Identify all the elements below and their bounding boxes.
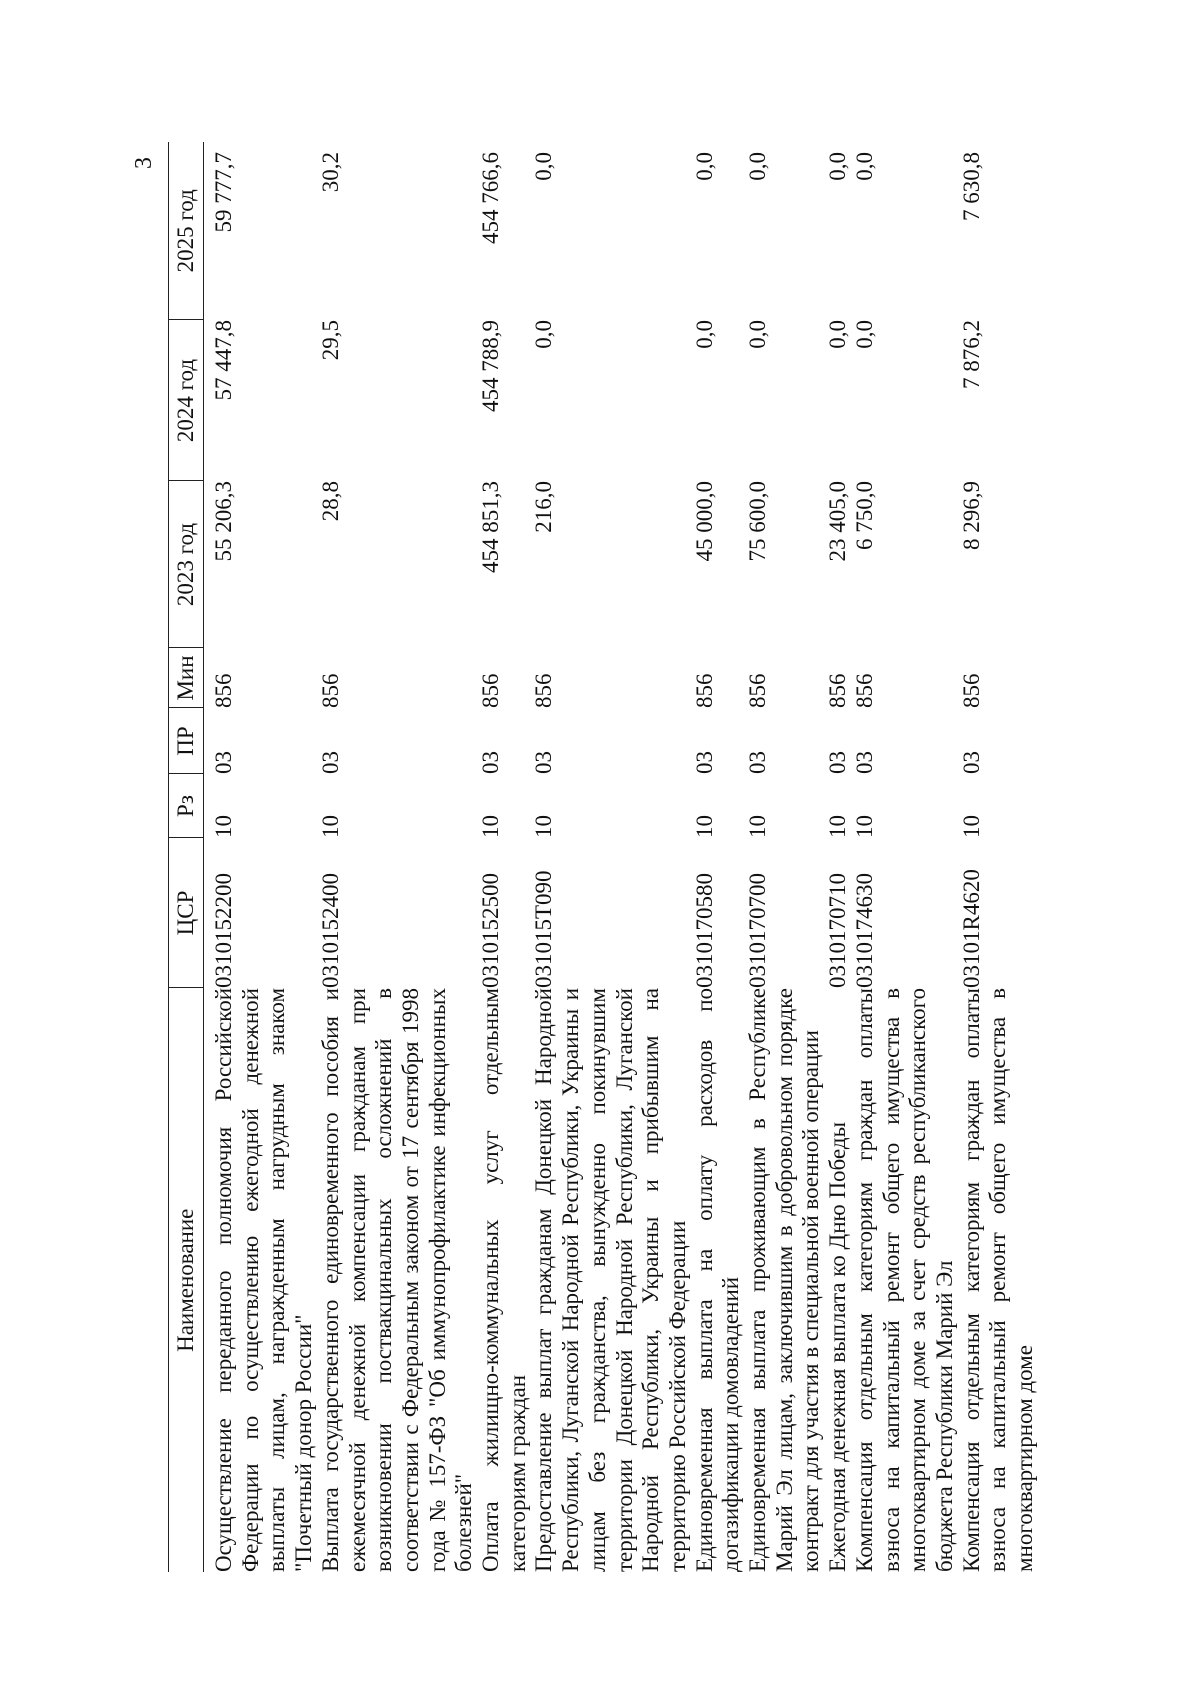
row-2024: 454 788,9 <box>478 320 504 412</box>
row-2025: 0,0 <box>691 152 717 181</box>
row-name-cell <box>959 988 1039 1572</box>
row-2023: 55 206,3 <box>211 481 236 562</box>
header-2025: 2025 год <box>169 142 204 320</box>
row-min: 856 <box>745 673 771 708</box>
row-csr: 0310152200 <box>211 873 236 988</box>
row-2023: 45 000,0 <box>691 481 717 562</box>
row-name-cell <box>531 988 691 1572</box>
row-name: Оплата жилищно-коммунальных услуг отдельным категориям граждан <box>478 988 530 1572</box>
row-pr: 03 <box>317 751 343 774</box>
row-csr: 0310170580 <box>691 873 717 988</box>
row-2024: 7 876,2 <box>958 320 984 389</box>
table-row <box>959 142 1039 1572</box>
row-name-cell <box>692 988 745 1572</box>
row-2023: 216,0 <box>531 481 557 533</box>
header-name: Наименование <box>169 988 204 1572</box>
row-name-cell <box>745 988 825 1572</box>
row-2025: 0,0 <box>851 152 877 181</box>
row-2024: 29,5 <box>317 320 343 361</box>
row-2025: 59 777,7 <box>211 152 236 233</box>
row-name: Ежегодная денежная выплата ко Дню Победы <box>825 1121 851 1572</box>
row-csr: 0310170710 <box>825 873 851 988</box>
row-name-cell <box>825 988 852 1572</box>
row-name-cell <box>318 988 478 1572</box>
row-rz: 10 <box>211 815 236 838</box>
row-rz: 10 <box>691 815 717 838</box>
table-header-row <box>169 142 204 1572</box>
header-2024: 2024 год <box>169 320 204 481</box>
row-name: Компенсация отдельным категориям граждан оплаты взноса на капитальный ремонт общего имущества в многоквартирном доме <box>958 988 1038 1572</box>
row-name-cell <box>852 988 959 1572</box>
row-csr: 0310152500 <box>478 873 504 988</box>
row-2025: 7 630,8 <box>958 152 984 221</box>
row-2024: 0,0 <box>851 320 877 349</box>
header-pr: ПР <box>169 708 204 774</box>
row-pr: 03 <box>745 751 771 774</box>
row-2024: 0,0 <box>531 320 557 349</box>
row-rz: 10 <box>825 815 851 838</box>
row-2023: 6 750,0 <box>851 481 877 550</box>
row-min: 856 <box>851 673 877 708</box>
table-row <box>852 142 959 1572</box>
table-row <box>204 142 318 1572</box>
row-pr: 03 <box>691 751 717 774</box>
row-name: Единовременная выплата на оплату расходов по догазификации домовладений <box>691 988 744 1572</box>
row-2023: 75 600,0 <box>745 481 771 562</box>
row-rz: 10 <box>958 815 984 838</box>
row-pr: 03 <box>825 751 851 774</box>
row-pr: 03 <box>958 751 984 774</box>
row-min: 856 <box>958 673 984 708</box>
row-rz: 10 <box>531 815 557 838</box>
row-csr: 0310152400 <box>317 873 343 988</box>
page-number: 3 <box>131 157 157 169</box>
row-rz: 10 <box>478 815 504 838</box>
row-min: 856 <box>478 673 504 708</box>
row-2025: 454 766,6 <box>478 152 504 244</box>
header-rz: Рз <box>169 774 204 838</box>
row-pr: 03 <box>211 751 236 774</box>
row-min: 856 <box>825 673 851 708</box>
budget-table <box>168 142 1039 1572</box>
header-csr: ЦСР <box>169 838 204 988</box>
row-rz: 10 <box>317 815 343 838</box>
row-2025: 0,0 <box>745 152 771 181</box>
row-2025: 0,0 <box>531 152 557 181</box>
row-min: 856 <box>691 673 717 708</box>
table-row <box>478 142 531 1572</box>
row-csr: 0310174630 <box>851 873 877 988</box>
row-name-cell <box>478 988 531 1572</box>
row-min: 856 <box>317 673 343 708</box>
row-csr: 031015Т090 <box>531 870 557 988</box>
table-row <box>825 142 852 1572</box>
header-2023: 2023 год <box>169 481 204 648</box>
row-min: 856 <box>531 673 557 708</box>
row-rz: 10 <box>745 815 771 838</box>
row-name: Выплата государственного единовременного пособия и ежемесячной денежной компенсации гражданам при возникновении поствакцинальных осложнений в соответствии с Федеральным законом от 17 сентября 1998 года № 157-ФЗ "Об иммунопрофилактике инфекционных болезней" <box>317 988 477 1572</box>
row-2023: 8 296,9 <box>958 481 984 550</box>
row-2023: 28,8 <box>317 481 343 522</box>
row-2024: 0,0 <box>825 320 851 349</box>
rotated-page-content <box>168 142 1048 1572</box>
row-pr: 03 <box>478 751 504 774</box>
row-2024: 0,0 <box>691 320 717 349</box>
row-csr: 03101R4620 <box>958 869 984 988</box>
row-name: Осуществление переданного полномочия Российской Федерации по осуществлению ежегодной денежной выплаты лицам, награжденным нагрудным знаком "Почетный донор России" <box>211 988 317 1572</box>
row-2025: 30,2 <box>317 152 343 193</box>
row-csr: 0310170700 <box>745 873 771 988</box>
row-2025: 0,0 <box>825 152 851 181</box>
row-2023: 23 405,0 <box>825 481 851 562</box>
table-row <box>531 142 691 1572</box>
row-rz: 10 <box>851 815 877 838</box>
row-name: Единовременная выплата проживающим в Республике Марий Эл лицам, заключившим в добровольном порядке контракт для участия в специальной военной операции <box>745 988 824 1572</box>
table-row <box>318 142 478 1572</box>
row-name-cell <box>204 988 318 1572</box>
table-row <box>745 142 825 1572</box>
row-2023: 454 851,3 <box>478 481 504 573</box>
table-row <box>692 142 745 1572</box>
header-min: Мин <box>169 648 204 708</box>
row-pr: 03 <box>531 751 557 774</box>
row-pr: 03 <box>851 751 877 774</box>
row-2024: 57 447,8 <box>211 320 236 401</box>
row-name: Компенсация отдельным категориям граждан оплаты взноса на капитальный ремонт общего имущества в многоквартирном доме за счет средств республиканского бюджета Республики Марий Эл <box>851 988 957 1572</box>
row-name: Предоставление выплат гражданам Донецкой Народной Республики, Луганской Народной Республики, Украины и лицам без гражданства, вынужденно покинувшим территории Донецкой Народной Республики, Луганской Народной Республики, Украины и прибывшим на территорию Российской Федерации <box>531 988 690 1572</box>
row-min: 856 <box>211 673 236 708</box>
row-2024: 0,0 <box>745 320 771 349</box>
